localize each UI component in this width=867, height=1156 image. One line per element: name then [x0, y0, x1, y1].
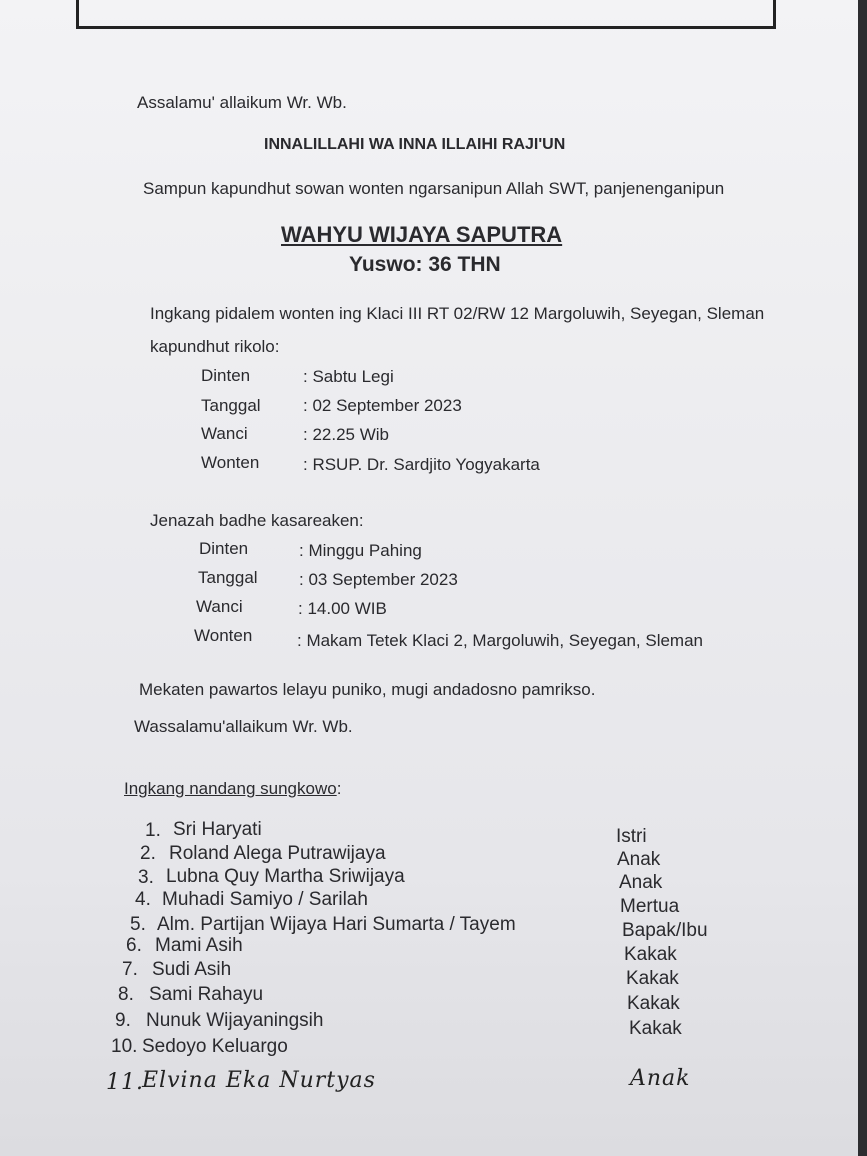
- burial-label: Dinten: [199, 539, 249, 558]
- closing-salutation: Wassalamu'allaikum Wr. Wb.: [134, 717, 353, 736]
- detail-value: : 02 September 2023: [303, 396, 462, 415]
- family-heading-colon: :: [336, 779, 342, 798]
- handwritten-name: Elvina Eka Nurtyas: [142, 1068, 376, 1093]
- family-member-relation: Kakak: [629, 1018, 682, 1039]
- residence-line-2: kapundhut rikolo:: [150, 337, 280, 356]
- detail-value: : Sabtu Legi: [303, 367, 394, 386]
- family-member-relation: Istri: [616, 826, 647, 847]
- list-number: 9.: [115, 1010, 131, 1031]
- family-member-relation: Kakak: [627, 993, 680, 1014]
- closing-text: Mekaten pawartos lelayu puniko, mugi andadosno pamrikso.: [139, 680, 596, 699]
- detail-value: : RSUP. Dr. Sardjito Yogyakarta: [303, 455, 540, 474]
- burial-value: : 03 September 2023: [299, 570, 458, 589]
- family-member-relation: Anak: [617, 849, 661, 870]
- burial-value: : 14.00 WIB: [298, 599, 387, 618]
- list-number: 4.: [135, 889, 151, 910]
- list-number: 8.: [118, 984, 134, 1005]
- family-member-relation: Anak: [619, 872, 663, 893]
- family-member-relation: Kakak: [624, 944, 677, 965]
- family-member-name: Sami Rahayu: [149, 984, 264, 1005]
- family-member-name: Alm. Partijan Wijaya Hari Sumarta / Tayem: [157, 914, 516, 935]
- family-member-name: Sri Haryati: [173, 819, 262, 840]
- burial-label: Wanci: [196, 597, 243, 616]
- list-number: 5.: [130, 914, 146, 935]
- family-member-name: Lubna Quy Martha Sriwijaya: [166, 866, 405, 887]
- family-member-name: Mami Asih: [155, 935, 243, 956]
- burial-value: : Makam Tetek Klaci 2, Margoluwih, Seyegan, Sleman: [297, 631, 703, 650]
- family-heading-text: Ingkang nandang sungkowo: [124, 779, 337, 798]
- deceased-age: Yuswo: 36 THN: [349, 253, 501, 276]
- family-member-relation: Mertua: [620, 896, 680, 917]
- handwritten-number: 11.: [106, 1070, 144, 1095]
- deceased-name: WAHYU WIJAYA SAPUTRA: [281, 222, 563, 247]
- detail-label: Wonten: [201, 453, 260, 472]
- handwritten-relation: Anak: [630, 1066, 691, 1091]
- family-member-name: Muhadi Samiyo / Sarilah: [162, 889, 368, 910]
- burial-heading: Jenazah badhe kasareaken:: [150, 511, 364, 530]
- greeting: Assalamu' allaikum Wr. Wb.: [137, 93, 347, 112]
- detail-label: Wanci: [201, 424, 248, 443]
- burial-label: Wonten: [194, 626, 253, 645]
- family-member-relation: Bapak/Ibu: [622, 920, 708, 941]
- family-member-name: Sedoyo Keluargo: [142, 1036, 288, 1057]
- family-member-name: Roland Alega Putrawijaya: [169, 843, 386, 864]
- family-member-name: Sudi Asih: [152, 959, 232, 980]
- list-number: 10.: [111, 1036, 138, 1057]
- burial-value: : Minggu Pahing: [299, 541, 422, 560]
- heading: INNALILLAHI WA INNA ILLAIHI RAJI'UN: [264, 136, 566, 153]
- detail-label: Tanggal: [201, 396, 261, 415]
- detail-label: Dinten: [201, 366, 251, 385]
- list-number: 7.: [122, 959, 138, 980]
- top-frame-border: [76, 0, 776, 29]
- family-member-relation: Kakak: [626, 968, 679, 989]
- list-number: 6.: [126, 935, 142, 956]
- residence-line: Ingkang pidalem wonten ing Klaci III RT 02/RW 12 Margoluwih, Seyegan, Sleman: [150, 304, 765, 323]
- list-number: 2.: [140, 843, 156, 864]
- list-number: 3.: [138, 867, 154, 888]
- family-heading: [124, 779, 341, 799]
- detail-value: : 22.25 Wib: [303, 425, 389, 444]
- family-member-name: Nunuk Wijayaningsih: [146, 1010, 324, 1031]
- list-number: 1.: [145, 820, 161, 841]
- burial-label: Tanggal: [198, 568, 258, 587]
- background-edge: [858, 0, 867, 1156]
- intro-text: Sampun kapundhut sowan wonten ngarsanipun Allah SWT, panjenenganipun: [143, 179, 725, 198]
